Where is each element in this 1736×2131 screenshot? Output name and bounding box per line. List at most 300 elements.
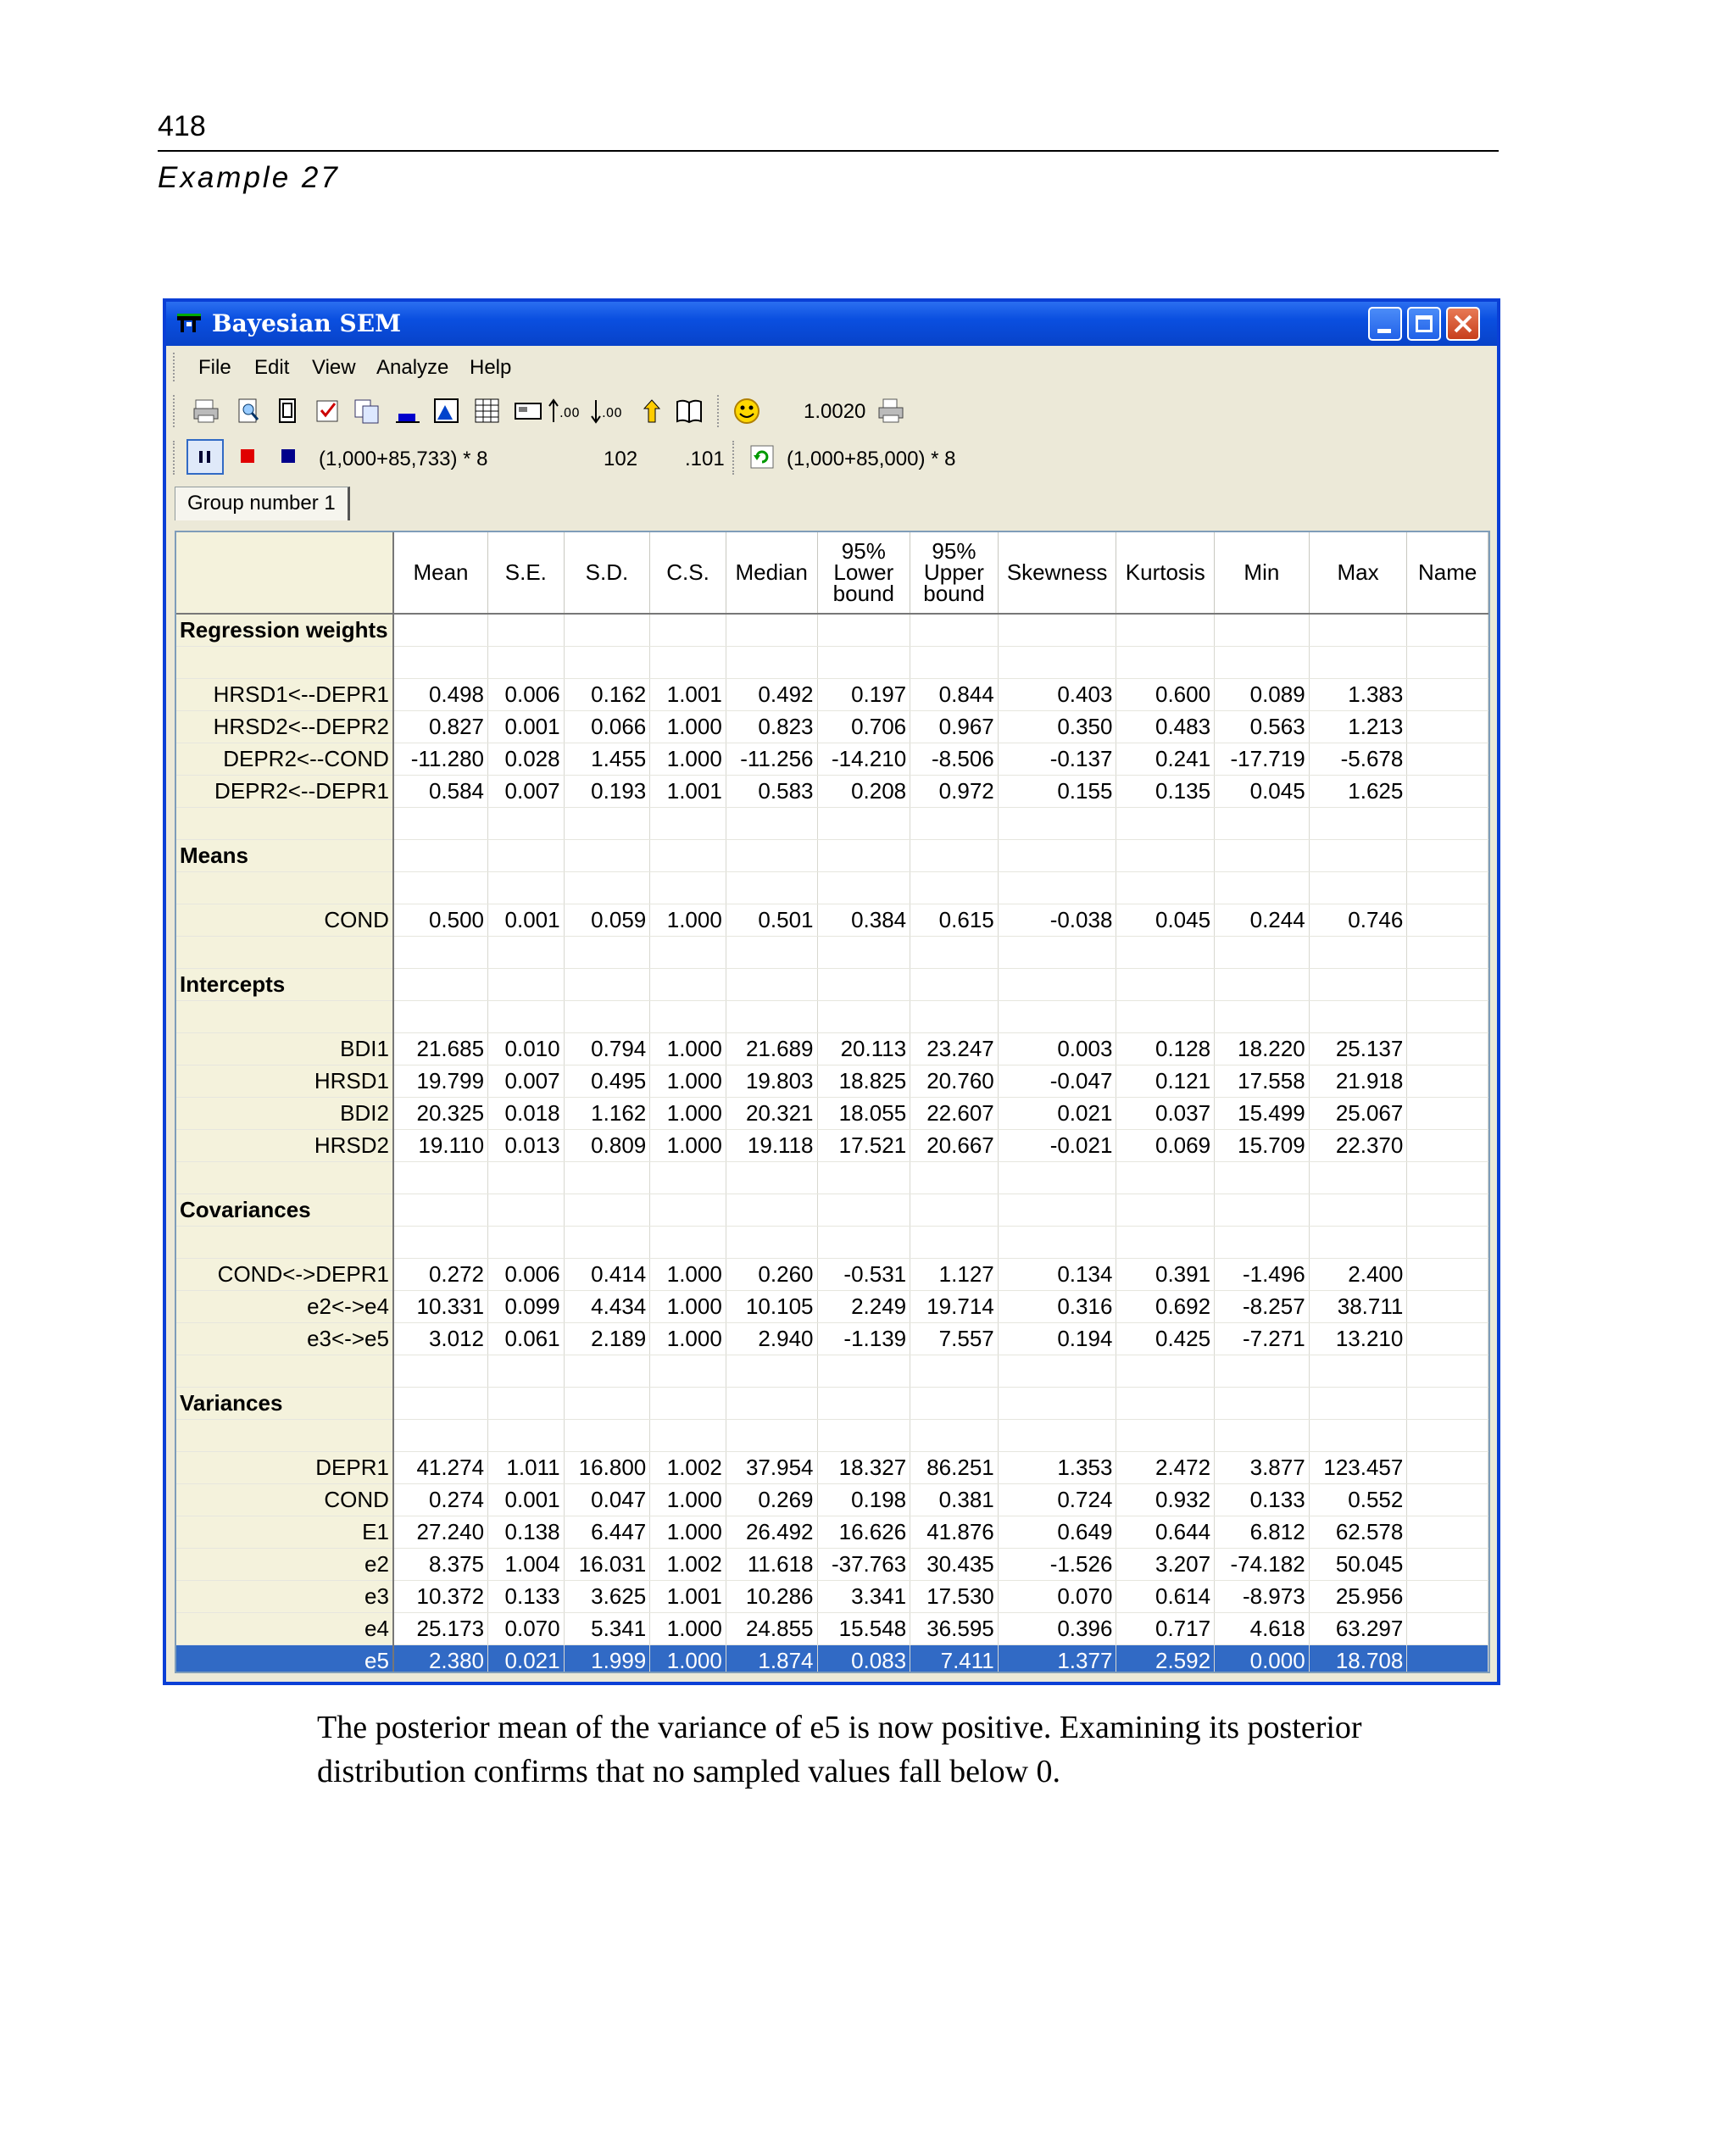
data-cell[interactable]: 7.411 (910, 1644, 999, 1673)
col-header-skewness[interactable]: Skewness (998, 532, 1116, 614)
data-cell[interactable]: 20.760 (910, 1065, 999, 1097)
data-cell[interactable]: 2.940 (726, 1322, 817, 1355)
data-cell[interactable]: 0.083 (817, 1644, 910, 1673)
data-cell[interactable]: 0.706 (817, 710, 910, 743)
checklist-icon[interactable] (314, 397, 342, 426)
name-cell[interactable] (1407, 1258, 1488, 1290)
data-cell[interactable]: 0.001 (488, 710, 565, 743)
data-cell[interactable]: -0.038 (998, 904, 1116, 936)
data-cell[interactable]: 18.708 (1309, 1644, 1407, 1673)
name-cell[interactable] (1407, 1290, 1488, 1322)
data-cell[interactable]: -17.719 (1215, 743, 1310, 775)
data-cell[interactable]: 1.000 (650, 1032, 726, 1065)
image-plot-icon[interactable] (432, 397, 461, 426)
data-cell[interactable]: 0.403 (998, 678, 1116, 710)
data-cell[interactable]: 0.069 (1116, 1129, 1215, 1161)
data-cell[interactable]: 22.607 (910, 1097, 999, 1129)
data-cell[interactable]: 3.625 (564, 1580, 650, 1612)
decrease-decimals-icon[interactable] (590, 397, 629, 426)
data-cell[interactable]: 0.316 (998, 1290, 1116, 1322)
data-cell[interactable]: 0.414 (564, 1258, 650, 1290)
col-header-min[interactable]: Min (1215, 532, 1310, 614)
data-cell[interactable]: 18.327 (817, 1451, 910, 1483)
name-cell[interactable] (1407, 1451, 1488, 1483)
data-cell[interactable]: 0.583 (726, 775, 817, 807)
name-cell[interactable] (1407, 1032, 1488, 1065)
data-cell[interactable]: 0.028 (488, 743, 565, 775)
printer-icon[interactable] (876, 397, 905, 426)
data-cell[interactable]: 0.018 (488, 1097, 565, 1129)
data-cell[interactable]: 63.297 (1309, 1612, 1407, 1644)
data-cell[interactable]: 18.055 (817, 1097, 910, 1129)
data-cell[interactable]: 0.932 (1116, 1483, 1215, 1516)
data-cell[interactable]: 30.435 (910, 1548, 999, 1580)
data-cell[interactable]: -14.210 (817, 743, 910, 775)
data-cell[interactable]: 0.059 (564, 904, 650, 936)
data-cell[interactable]: 2.472 (1116, 1451, 1215, 1483)
data-cell[interactable]: 0.133 (488, 1580, 565, 1612)
col-header-upper-bound[interactable]: 95% Upper bound (910, 532, 999, 614)
table-icon[interactable] (473, 397, 502, 426)
data-cell[interactable]: 0.194 (998, 1322, 1116, 1355)
col-header-mean[interactable]: Mean (393, 532, 488, 614)
menu-file[interactable]: File (198, 356, 231, 379)
data-cell[interactable]: 0.003 (998, 1032, 1116, 1065)
data-cell[interactable]: 0.000 (1215, 1644, 1310, 1673)
name-cell[interactable] (1407, 1548, 1488, 1580)
data-cell[interactable]: 7.557 (910, 1322, 999, 1355)
data-cell[interactable]: 20.325 (393, 1097, 488, 1129)
data-cell[interactable]: 10.286 (726, 1580, 817, 1612)
data-cell[interactable]: 17.530 (910, 1580, 999, 1612)
row-label[interactable]: e2<->e4 (176, 1290, 393, 1322)
pause-button[interactable] (186, 439, 224, 475)
bar-chart-icon[interactable] (393, 397, 422, 426)
data-cell[interactable]: 41.274 (393, 1451, 488, 1483)
name-cell[interactable] (1407, 775, 1488, 807)
name-cell[interactable] (1407, 1516, 1488, 1548)
data-cell[interactable]: 62.578 (1309, 1516, 1407, 1548)
table-row[interactable] (176, 1644, 1488, 1673)
table-row[interactable] (176, 1129, 1488, 1161)
data-cell[interactable]: 0.972 (910, 775, 999, 807)
row-label[interactable]: DEPR2<--DEPR1 (176, 775, 393, 807)
table-row[interactable] (176, 1322, 1488, 1355)
data-cell[interactable]: 6.812 (1215, 1516, 1310, 1548)
data-cell[interactable]: 0.425 (1116, 1322, 1215, 1355)
data-cell[interactable]: 1.000 (650, 1065, 726, 1097)
data-cell[interactable]: 20.321 (726, 1097, 817, 1129)
data-cell[interactable]: -74.182 (1215, 1548, 1310, 1580)
name-cell[interactable] (1407, 1129, 1488, 1161)
data-cell[interactable]: -1.139 (817, 1322, 910, 1355)
reset-button[interactable] (281, 449, 295, 463)
data-cell[interactable]: 1.000 (650, 1644, 726, 1673)
name-cell[interactable] (1407, 1097, 1488, 1129)
data-cell[interactable]: -8.973 (1215, 1580, 1310, 1612)
data-cell[interactable]: 0.037 (1116, 1097, 1215, 1129)
col-header-se[interactable]: S.E. (488, 532, 565, 614)
col-header-max[interactable]: Max (1309, 532, 1407, 614)
data-cell[interactable]: 0.006 (488, 1258, 565, 1290)
data-cell[interactable]: 19.110 (393, 1129, 488, 1161)
data-cell[interactable]: 0.615 (910, 904, 999, 936)
data-cell[interactable]: 23.247 (910, 1032, 999, 1065)
data-cell[interactable]: 21.685 (393, 1032, 488, 1065)
data-cell[interactable]: 1.377 (998, 1644, 1116, 1673)
data-cell[interactable]: 0.584 (393, 775, 488, 807)
name-cell[interactable] (1407, 1580, 1488, 1612)
data-cell[interactable]: -0.137 (998, 743, 1116, 775)
data-cell[interactable]: 27.240 (393, 1516, 488, 1548)
toolbar-grip[interactable] (173, 395, 178, 427)
data-cell[interactable]: 1.874 (726, 1644, 817, 1673)
table-row[interactable] (176, 743, 1488, 775)
table-row[interactable] (176, 775, 1488, 807)
data-cell[interactable]: 3.341 (817, 1580, 910, 1612)
print-preview-icon[interactable] (234, 397, 263, 426)
data-cell[interactable]: 0.809 (564, 1129, 650, 1161)
row-label[interactable]: HRSD2<--DEPR2 (176, 710, 393, 743)
data-cell[interactable]: 0.193 (564, 775, 650, 807)
maximize-button[interactable] (1407, 307, 1441, 341)
table-row[interactable] (176, 1483, 1488, 1516)
data-cell[interactable]: -7.271 (1215, 1322, 1310, 1355)
table-row[interactable] (176, 1065, 1488, 1097)
data-cell[interactable]: -0.047 (998, 1065, 1116, 1097)
col-header-median[interactable]: Median (726, 532, 817, 614)
data-cell[interactable]: 0.724 (998, 1483, 1116, 1516)
data-cell[interactable]: 1.002 (650, 1548, 726, 1580)
data-cell[interactable]: 21.918 (1309, 1065, 1407, 1097)
book-icon[interactable] (675, 397, 704, 426)
data-cell[interactable]: 25.137 (1309, 1032, 1407, 1065)
data-cell[interactable]: 0.391 (1116, 1258, 1215, 1290)
name-cell[interactable] (1407, 678, 1488, 710)
data-cell[interactable]: 1.000 (650, 1129, 726, 1161)
data-cell[interactable]: 41.876 (910, 1516, 999, 1548)
data-cell[interactable]: 0.501 (726, 904, 817, 936)
row-label[interactable]: BDI2 (176, 1097, 393, 1129)
data-cell[interactable]: 1.127 (910, 1258, 999, 1290)
data-cell[interactable]: 0.133 (1215, 1483, 1310, 1516)
data-cell[interactable]: 6.447 (564, 1516, 650, 1548)
table-row[interactable] (176, 1451, 1488, 1483)
data-cell[interactable]: 1.383 (1309, 678, 1407, 710)
data-cell[interactable]: -37.763 (817, 1548, 910, 1580)
data-cell[interactable]: 1.162 (564, 1097, 650, 1129)
data-cell[interactable]: 0.045 (1215, 775, 1310, 807)
data-cell[interactable]: 2.189 (564, 1322, 650, 1355)
data-cell[interactable]: 24.855 (726, 1612, 817, 1644)
menu-grip[interactable] (173, 353, 178, 381)
table-row[interactable] (176, 1580, 1488, 1612)
data-cell[interactable]: 1.455 (564, 743, 650, 775)
page-setup-icon[interactable] (275, 397, 303, 426)
data-cell[interactable]: 1.000 (650, 904, 726, 936)
menu-help[interactable]: Help (470, 356, 512, 379)
data-cell[interactable]: 25.173 (393, 1612, 488, 1644)
data-cell[interactable]: 0.614 (1116, 1580, 1215, 1612)
data-cell[interactable]: 1.011 (488, 1451, 565, 1483)
refresh-icon[interactable] (749, 444, 775, 470)
data-cell[interactable]: 0.381 (910, 1483, 999, 1516)
data-cell[interactable]: 1.000 (650, 710, 726, 743)
data-cell[interactable]: -0.021 (998, 1129, 1116, 1161)
data-cell[interactable]: 17.521 (817, 1129, 910, 1161)
data-cell[interactable]: 0.244 (1215, 904, 1310, 936)
data-cell[interactable]: 0.563 (1215, 710, 1310, 743)
data-cell[interactable]: 18.825 (817, 1065, 910, 1097)
table-row[interactable] (176, 1290, 1488, 1322)
data-cell[interactable]: 1.353 (998, 1451, 1116, 1483)
data-cell[interactable]: 0.070 (998, 1580, 1116, 1612)
data-cell[interactable]: 0.134 (998, 1258, 1116, 1290)
data-cell[interactable]: 0.967 (910, 710, 999, 743)
row-label[interactable]: e4 (176, 1612, 393, 1644)
table-row[interactable] (176, 710, 1488, 743)
data-cell[interactable]: 0.498 (393, 678, 488, 710)
data-cell[interactable]: 0.483 (1116, 710, 1215, 743)
row-label[interactable]: HRSD2 (176, 1129, 393, 1161)
data-cell[interactable]: 1.000 (650, 1097, 726, 1129)
data-cell[interactable]: 1.000 (650, 1322, 726, 1355)
table-row[interactable] (176, 1032, 1488, 1065)
data-cell[interactable]: 1.000 (650, 1258, 726, 1290)
data-cell[interactable]: 0.001 (488, 904, 565, 936)
data-cell[interactable]: -11.256 (726, 743, 817, 775)
data-cell[interactable]: 17.558 (1215, 1065, 1310, 1097)
data-cell[interactable]: 0.274 (393, 1483, 488, 1516)
row-label[interactable]: E1 (176, 1516, 393, 1548)
data-cell[interactable]: 26.492 (726, 1516, 817, 1548)
data-cell[interactable]: 37.954 (726, 1451, 817, 1483)
data-cell[interactable]: 4.434 (564, 1290, 650, 1322)
data-cell[interactable]: 3.207 (1116, 1548, 1215, 1580)
data-cell[interactable]: 1.002 (650, 1451, 726, 1483)
data-cell[interactable]: 0.384 (817, 904, 910, 936)
data-cell[interactable]: 10.105 (726, 1290, 817, 1322)
data-cell[interactable]: 0.197 (817, 678, 910, 710)
data-cell[interactable]: 0.844 (910, 678, 999, 710)
increase-decimals-icon[interactable] (548, 397, 587, 426)
data-cell[interactable]: 22.370 (1309, 1129, 1407, 1161)
col-header-name[interactable]: Name (1407, 532, 1488, 614)
row-label[interactable]: e3 (176, 1580, 393, 1612)
data-cell[interactable]: 1.001 (650, 1580, 726, 1612)
data-cell[interactable]: 0.600 (1116, 678, 1215, 710)
row-label[interactable]: e3<->e5 (176, 1322, 393, 1355)
close-button[interactable] (1446, 307, 1480, 341)
data-cell[interactable]: 19.799 (393, 1065, 488, 1097)
data-cell[interactable]: -0.531 (817, 1258, 910, 1290)
data-cell[interactable]: 50.045 (1309, 1548, 1407, 1580)
data-cell[interactable]: 1.004 (488, 1548, 565, 1580)
data-cell[interactable]: 38.711 (1309, 1290, 1407, 1322)
data-cell[interactable]: 0.070 (488, 1612, 565, 1644)
row-label[interactable]: COND (176, 904, 393, 936)
data-cell[interactable]: 0.099 (488, 1290, 565, 1322)
data-cell[interactable]: 1.999 (564, 1644, 650, 1673)
data-cell[interactable]: 25.067 (1309, 1097, 1407, 1129)
data-cell[interactable]: 0.021 (998, 1097, 1116, 1129)
data-cell[interactable]: 1.001 (650, 678, 726, 710)
minimize-button[interactable] (1368, 307, 1402, 341)
row-label[interactable]: COND<->DEPR1 (176, 1258, 393, 1290)
table-row[interactable] (176, 678, 1488, 710)
name-cell[interactable] (1407, 1644, 1488, 1673)
table-row[interactable] (176, 1612, 1488, 1644)
row-label[interactable]: HRSD1 (176, 1065, 393, 1097)
data-cell[interactable]: 0.396 (998, 1612, 1116, 1644)
data-cell[interactable]: -1.526 (998, 1548, 1116, 1580)
data-cell[interactable]: 0.089 (1215, 678, 1310, 710)
data-cell[interactable]: 0.241 (1116, 743, 1215, 775)
print-icon[interactable] (192, 397, 220, 426)
name-cell[interactable] (1407, 1612, 1488, 1644)
col-header-sd[interactable]: S.D. (564, 532, 650, 614)
data-cell[interactable]: 16.031 (564, 1548, 650, 1580)
data-cell[interactable]: 19.803 (726, 1065, 817, 1097)
data-cell[interactable]: 36.595 (910, 1612, 999, 1644)
data-cell[interactable]: 0.162 (564, 678, 650, 710)
table-row[interactable] (176, 904, 1488, 936)
table-row[interactable] (176, 1258, 1488, 1290)
data-cell[interactable]: 0.500 (393, 904, 488, 936)
stop-button[interactable] (241, 449, 254, 463)
data-cell[interactable]: 16.800 (564, 1451, 650, 1483)
data-cell[interactable]: 16.626 (817, 1516, 910, 1548)
row-label[interactable]: DEPR2<--COND (176, 743, 393, 775)
data-cell[interactable]: 3.012 (393, 1322, 488, 1355)
data-cell[interactable]: -8.257 (1215, 1290, 1310, 1322)
data-cell[interactable]: 25.956 (1309, 1580, 1407, 1612)
data-cell[interactable]: 0.552 (1309, 1483, 1407, 1516)
data-cell[interactable]: 0.013 (488, 1129, 565, 1161)
data-cell[interactable]: 2.592 (1116, 1644, 1215, 1673)
data-cell[interactable]: 0.827 (393, 710, 488, 743)
data-cell[interactable]: 20.113 (817, 1032, 910, 1065)
data-cell[interactable]: 3.877 (1215, 1451, 1310, 1483)
data-cell[interactable]: 0.138 (488, 1516, 565, 1548)
data-cell[interactable]: 0.495 (564, 1065, 650, 1097)
row-label[interactable]: e2 (176, 1548, 393, 1580)
row-label[interactable]: e5 (176, 1644, 393, 1673)
data-cell[interactable]: 0.010 (488, 1032, 565, 1065)
data-cell[interactable]: 1.213 (1309, 710, 1407, 743)
data-cell[interactable]: 0.066 (564, 710, 650, 743)
data-cell[interactable]: 0.135 (1116, 775, 1215, 807)
table-row[interactable] (176, 1516, 1488, 1548)
name-cell[interactable] (1407, 743, 1488, 775)
row-label[interactable]: COND (176, 1483, 393, 1516)
data-cell[interactable]: 0.692 (1116, 1290, 1215, 1322)
data-cell[interactable]: 0.045 (1116, 904, 1215, 936)
name-cell[interactable] (1407, 904, 1488, 936)
data-cell[interactable]: 2.380 (393, 1644, 488, 1673)
menu-edit[interactable]: Edit (254, 356, 290, 379)
data-cell[interactable]: 4.618 (1215, 1612, 1310, 1644)
title-bar[interactable] (166, 302, 1497, 346)
tab-group-number-1[interactable]: Group number 1 (175, 487, 350, 520)
data-cell[interactable]: 0.644 (1116, 1516, 1215, 1548)
data-cell[interactable]: 18.220 (1215, 1032, 1310, 1065)
col-header-cs[interactable]: C.S. (650, 532, 726, 614)
sampler-grip[interactable] (173, 441, 178, 475)
menu-view[interactable]: View (312, 356, 356, 379)
data-cell[interactable]: -8.506 (910, 743, 999, 775)
data-cell[interactable]: 0.047 (564, 1483, 650, 1516)
col-header-lower-bound[interactable]: 95% Lower bound (817, 532, 910, 614)
data-cell[interactable]: 2.249 (817, 1290, 910, 1322)
data-cell[interactable]: 123.457 (1309, 1451, 1407, 1483)
data-cell[interactable]: 1.001 (650, 775, 726, 807)
data-cell[interactable]: 19.714 (910, 1290, 999, 1322)
data-cell[interactable]: 0.208 (817, 775, 910, 807)
data-cell[interactable]: 0.021 (488, 1644, 565, 1673)
data-cell[interactable]: 0.001 (488, 1483, 565, 1516)
data-cell[interactable]: 0.128 (1116, 1032, 1215, 1065)
data-cell[interactable]: 10.331 (393, 1290, 488, 1322)
data-cell[interactable]: 5.341 (564, 1612, 650, 1644)
name-cell[interactable] (1407, 710, 1488, 743)
data-cell[interactable]: 0.260 (726, 1258, 817, 1290)
data-cell[interactable]: 21.689 (726, 1032, 817, 1065)
name-cell[interactable] (1407, 1483, 1488, 1516)
table-row[interactable] (176, 1548, 1488, 1580)
name-cell[interactable] (1407, 1322, 1488, 1355)
options-icon[interactable] (514, 397, 542, 426)
up-arrow-icon[interactable] (637, 397, 666, 426)
data-cell[interactable]: 0.717 (1116, 1612, 1215, 1644)
data-cell[interactable]: -1.496 (1215, 1258, 1310, 1290)
col-header-kurtosis[interactable]: Kurtosis (1116, 532, 1215, 614)
data-cell[interactable]: 0.007 (488, 775, 565, 807)
data-cell[interactable]: 19.118 (726, 1129, 817, 1161)
data-cell[interactable]: 11.618 (726, 1548, 817, 1580)
data-cell[interactable]: 1.625 (1309, 775, 1407, 807)
table-row[interactable] (176, 1097, 1488, 1129)
data-cell[interactable]: 15.548 (817, 1612, 910, 1644)
data-cell[interactable]: 0.198 (817, 1483, 910, 1516)
data-cell[interactable]: 13.210 (1309, 1322, 1407, 1355)
data-cell[interactable]: 0.350 (998, 710, 1116, 743)
data-cell[interactable]: -5.678 (1309, 743, 1407, 775)
data-cell[interactable]: 1.000 (650, 1516, 726, 1548)
data-cell[interactable]: 20.667 (910, 1129, 999, 1161)
row-label[interactable]: HRSD1<--DEPR1 (176, 678, 393, 710)
data-cell[interactable]: 2.400 (1309, 1258, 1407, 1290)
data-cell[interactable]: 0.155 (998, 775, 1116, 807)
data-cell[interactable]: 0.272 (393, 1258, 488, 1290)
data-cell[interactable]: 0.746 (1309, 904, 1407, 936)
data-cell[interactable]: 1.000 (650, 1290, 726, 1322)
data-cell[interactable]: 15.499 (1215, 1097, 1310, 1129)
data-cell[interactable]: 10.372 (393, 1580, 488, 1612)
row-label[interactable]: BDI1 (176, 1032, 393, 1065)
data-cell[interactable]: 0.121 (1116, 1065, 1215, 1097)
data-cell[interactable]: 0.006 (488, 678, 565, 710)
data-cell[interactable]: 0.823 (726, 710, 817, 743)
data-cell[interactable]: 1.000 (650, 1612, 726, 1644)
name-cell[interactable] (1407, 1065, 1488, 1097)
data-cell[interactable]: 0.269 (726, 1483, 817, 1516)
data-cell[interactable]: 0.007 (488, 1065, 565, 1097)
data-cell[interactable]: 15.709 (1215, 1129, 1310, 1161)
data-cell[interactable]: 0.492 (726, 678, 817, 710)
data-cell[interactable]: 1.000 (650, 1483, 726, 1516)
data-cell[interactable]: 1.000 (650, 743, 726, 775)
